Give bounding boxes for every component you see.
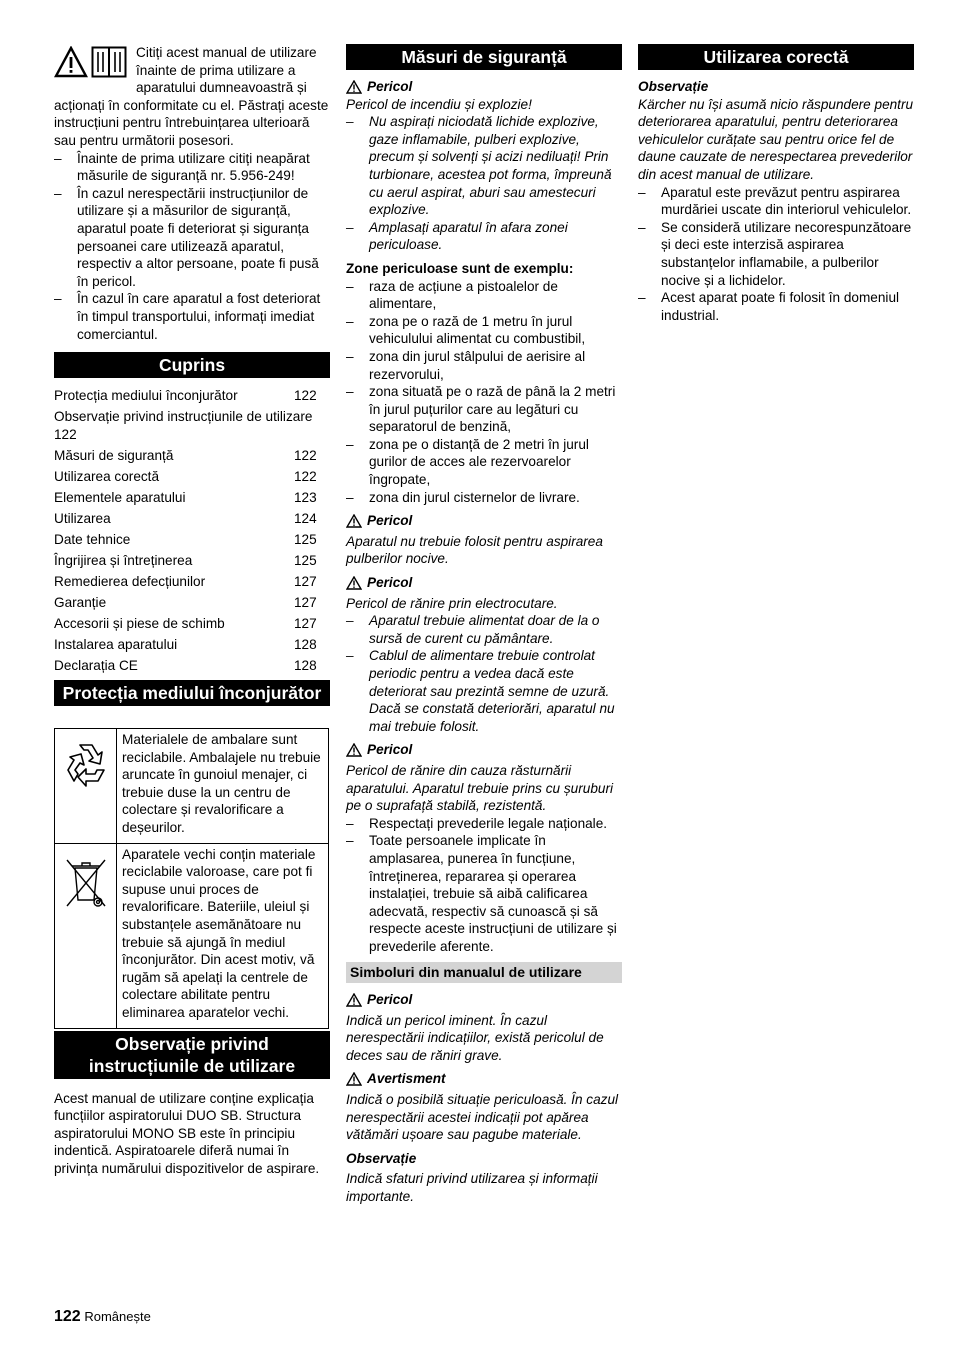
toc-page: 128 — [294, 657, 317, 673]
toc-label: Declarația CE — [54, 657, 138, 673]
list-item: – zona pe o distanță de 2 metri în jurul gurilor de acces ale rezervoarelor îngropate, — [346, 436, 622, 489]
toc-page: 125 — [294, 552, 317, 568]
list-item: – Amplasați aparatul în afara zonei periculoase. — [346, 219, 622, 254]
intro-icons — [54, 46, 132, 80]
recycle-icon — [60, 739, 112, 791]
warning-icon — [346, 993, 362, 1007]
danger-text: Pericol de rănire prin electrocutare. — [346, 595, 558, 611]
warning-icon — [54, 46, 88, 78]
symbol-label: Pericol — [367, 992, 413, 1008]
toc-label: Accesorii și piese de schimb — [54, 615, 225, 631]
instructions-note-text: Acest manual de utilizare conține explicația funcțiilor aspiratorului DUO SB. Structura aspiratorului MONO SB este în principiu indentică. Aspiratoarele diferă numai în privința numărului dispozitivelor de aspirare. — [54, 1090, 320, 1176]
warning-icon — [346, 80, 362, 94]
proper-use-heading: Utilizarea corectă — [638, 44, 914, 70]
environment-table — [54, 728, 329, 1029]
warning-icon — [346, 576, 362, 590]
toc-row[interactable] — [54, 531, 330, 549]
toc-row[interactable] — [54, 636, 330, 654]
toc-heading: Cuprins — [54, 352, 330, 378]
safety-heading: Măsuri de siguranță — [346, 44, 622, 70]
environment-text: Aparatele vechi conțin materiale reciclabile valoroase, care pot fi supuse unui proces de revalorificare. Bateriile, uleiul și substanțele asemănătoare nu trebuie să ajungă în mediul înconjurător. Din acest motiv, vă rugăm să apelați la centrele de colectare abilitate pentru eliminarea aparatelor vechi. — [117, 843, 329, 1028]
toc-row[interactable] — [54, 615, 330, 633]
toc-label: Remedierea defecțiunilor — [54, 573, 206, 589]
symbol-text: Indică sfaturi privind utilizarea și informații importante. — [346, 1171, 598, 1205]
table-row — [55, 843, 329, 1028]
toc-row[interactable] — [54, 387, 330, 405]
crossed-bin-icon — [63, 854, 109, 910]
toc-row[interactable] — [54, 510, 330, 528]
weee-icon-cell — [55, 843, 117, 1028]
danger-label: Pericol — [367, 513, 413, 529]
danger-label: Pericol — [367, 79, 413, 94]
danger-text: Pericol de rănire din cauza răsturnării aparatului. Aparatul trebuie prins cu șuruburi pe o suprafață stabilă, rezistentă. — [346, 762, 613, 814]
toc-label: Protecția mediului înconjurător — [54, 388, 238, 404]
toc-row[interactable] — [54, 657, 330, 675]
danger-label-row — [346, 78, 622, 96]
toc-label: Utilizarea — [54, 510, 111, 526]
list-item: – zona situată pe o rază de până la 2 metri în jurul puțurilor care au legături cu separatorul de benzină, — [346, 383, 622, 436]
instructions-note-heading: Observație privind instrucțiunile de utilizare — [54, 1031, 330, 1079]
symbol-label: Avertisment — [367, 1071, 446, 1087]
symbols-heading: Simboluri din manualul de utilizare — [346, 962, 622, 984]
warning-icon — [346, 743, 362, 757]
danger-list — [346, 612, 622, 735]
symbol-label-row — [346, 1070, 622, 1088]
toc-page: 122 — [294, 468, 317, 484]
list-item: – Aparatul este prevăzut pentru aspirarea murdăriei uscate din interiorul vehiculelor. — [638, 184, 914, 219]
intro-list — [54, 150, 330, 344]
symbol-text: Indică un pericol iminent. În cazul nerespectării indicațiilor, există pericolul de deces sau de răniri grave. — [346, 1012, 604, 1063]
manual-book-icon — [91, 46, 127, 78]
list-item: – Aparatul trebuie alimentat doar de la o sursă de curent cu pământare. — [346, 612, 622, 647]
list-item: – Toate persoanele implicate în amplasarea, punerea în funcțiune, întreținerea, repararea și operarea instalației, trebuie să aibă calificarea adecvată, respectiv să cunoască și să respecte aceste instrucțiuni de utilizare și prevederile aferente. — [346, 832, 622, 955]
symbol-label-row — [346, 991, 622, 1009]
danger-text: Pericol de incendiu și explozie! — [346, 96, 532, 112]
intro-text: Citiți acest manual de utilizare înainte de prima utilizare a aparatului dumneavoastră și acționați în conformitate cu el. Păstrați aceste instrucțiuni pentru întrebuințarea ulterioară sau pentru următorii posesori. — [54, 45, 329, 148]
danger-label: Pericol — [367, 742, 413, 758]
list-item: – Nu aspirați niciodată lichide explozive, gaze inflamabile, pulberi explozive, precum și solvenți și acizi nediluați! Prin turbionare, acestea pot forma, împreună cu aerul aspirat, aburi sau amestecuri explozive. — [346, 113, 622, 219]
toc-page: 124 — [294, 510, 317, 526]
list-item: – raza de acțiune a pistoalelor de alimentare, — [346, 278, 622, 313]
list-item: – Respectați prevederile legale naționale. — [346, 815, 622, 833]
danger-zones-list — [346, 278, 622, 507]
toc-page: 122 — [294, 388, 317, 404]
toc-label: Măsuri de siguranță — [54, 447, 174, 463]
toc-label: Îngrijirea și întreținerea — [54, 552, 193, 568]
toc-label: Instalarea aparatului — [54, 636, 178, 652]
footer-language: Românește — [84, 1309, 151, 1324]
danger-label-row — [346, 741, 622, 759]
symbol-label: Observație — [346, 1150, 417, 1166]
toc-row[interactable] — [54, 408, 330, 443]
page-footer — [54, 1308, 151, 1326]
list-item: – În cazul în care aparatul a fost deteriorat în timpul transportului, informați imediat comerciantul. — [54, 290, 330, 343]
danger-list — [346, 113, 622, 254]
danger-label-row — [346, 574, 622, 592]
toc-page: 123 — [294, 489, 317, 505]
danger-zones-title: Zone periculoase sunt de exemplu: — [346, 260, 574, 276]
environment-heading: Protecția mediului înconjurător — [54, 680, 330, 706]
toc-label: Utilizarea corectă — [54, 468, 160, 484]
list-item: – zona din jurul cisternelor de livrare. — [346, 489, 622, 507]
toc-row[interactable] — [54, 468, 330, 486]
list-item: – Înainte de prima utilizare citiți neapărat măsurile de siguranță nr. 5.956-249! — [54, 150, 330, 185]
toc-page: 128 — [294, 636, 317, 652]
toc-page: 127 — [294, 615, 317, 631]
symbol-label-row — [346, 1150, 622, 1168]
note-label-row — [638, 78, 914, 96]
table-row — [55, 729, 329, 844]
note-label: Observație — [638, 79, 709, 94]
toc-row[interactable] — [54, 573, 330, 591]
column-middle — [346, 44, 622, 1206]
environment-text: Materialele de ambalare sunt reciclabile. Ambalajele nu trebuie aruncate în gunoiul menajer, ci trebuie duse la un centru de colectare și revalorificare a deșeurilor. — [117, 729, 329, 844]
toc-label: Date tehnice — [54, 531, 131, 547]
table-of-contents — [54, 387, 330, 674]
toc-label: Garanție — [54, 594, 107, 610]
list-item: – Se consideră utilizare necorespunzătoare și deci este interzisă aspirarea substanțelor inflamabile, a pulberilor nocive și a lichidelor. — [638, 219, 914, 289]
toc-row[interactable] — [54, 489, 330, 507]
warning-icon — [346, 514, 362, 528]
note-text: Kärcher nu își asumă nicio răspundere pentru deteriorarea aparatului, pentru deteriorarea vehiculelor curățate sau pentru orice fel de daune cauzate de nerespectarea prevederilor din acest manual de utilizare. — [638, 96, 914, 182]
page-number: 122 — [54, 1308, 81, 1325]
toc-page: 127 — [294, 573, 317, 589]
toc-label: Observație privind instrucțiunile de utilizare 122 — [54, 409, 313, 442]
symbol-text: Indică o posibilă situație periculoasă. În cazul nerespectării acestei indicații pot apărea vătămări ușoare sau pagube materiale. — [346, 1092, 619, 1143]
toc-label: Elementele aparatului — [54, 489, 186, 505]
toc-page: 127 — [294, 594, 317, 610]
danger-text: Aparatul nu trebuie folosit pentru aspirarea pulberilor nocive. — [346, 533, 603, 567]
warning-icon — [346, 1072, 362, 1086]
list-item: – Acest aparat poate fi folosit în domeniul industrial. — [638, 289, 914, 324]
column-left — [54, 44, 330, 1178]
danger-label-row — [346, 512, 622, 530]
proper-use-list — [638, 184, 914, 325]
list-item: – În cazul nerespectării instrucțiunilor de utilizare și a măsurilor de siguranță, aparatul poate fi deteriorat și siguranța persoanei care utilizează aparatul, respectiv a altor persoane, poate fi pusă în pericol. — [54, 185, 330, 291]
intro-section — [54, 44, 330, 343]
column-right — [638, 44, 914, 324]
danger-label: Pericol — [367, 575, 413, 591]
list-item: – zona din jurul stâlpului de aerisire al rezervorului, — [346, 348, 622, 383]
toc-page: 125 — [294, 531, 317, 547]
toc-row[interactable] — [54, 594, 330, 612]
danger-list — [346, 815, 622, 956]
list-item: – Cablul de alimentare trebuie controlat periodic pentru a vedea dacă este deteriorat sau prezintă semne de uzură. Dacă se constată deteriorări, aparatul nu mai trebuie folosit. — [346, 647, 622, 735]
toc-page: 122 — [294, 447, 317, 463]
toc-row[interactable] — [54, 447, 330, 465]
toc-row[interactable] — [54, 552, 330, 570]
recycle-icon-cell — [55, 729, 117, 844]
list-item: – zona pe o rază de 1 metru în jurul vehiculului alimentat cu combustibil, — [346, 313, 622, 348]
